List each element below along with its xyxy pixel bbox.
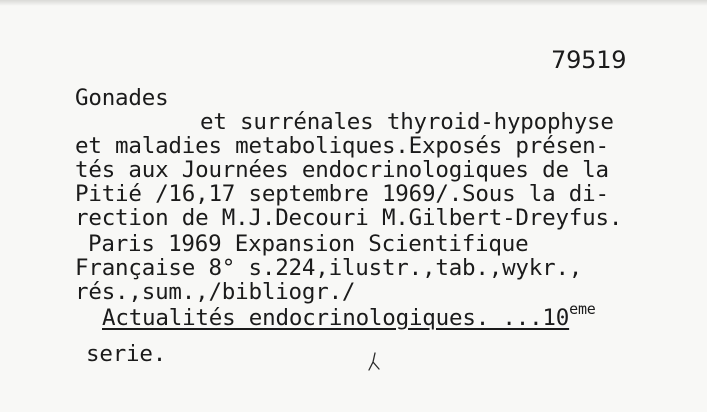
card-line-2: et surrénales thyroid-hypophyse [200, 109, 614, 135]
card-line-9: rés.,sum.,/bibliogr./ [75, 279, 356, 305]
card-line-8: Française 8° s.224,ilustr.,tab.,wykr., [75, 255, 583, 281]
card-line-3: et maladies metaboliques.Exposés présen- [75, 133, 609, 159]
series-line [102, 300, 596, 332]
card-line-6: rection de M.J.Decouri M.Gilbert-Dreyfus. [75, 205, 623, 231]
series-title: Actualités endocrinologiques. ...10 [102, 305, 570, 331]
series-superscript: eme [569, 300, 596, 318]
card-line-5: Pitié /16,17 septembre 1969/.Sous la di- [75, 181, 609, 207]
card-line-4: tés aux Journées endocrinologiques de la [75, 157, 609, 183]
card-line-7: Paris 1969 Expansion Scientifique [88, 231, 529, 257]
pen-mark-icon [367, 352, 381, 372]
series-end: serie. [86, 341, 167, 367]
catalog-number: 79519 [551, 46, 627, 74]
card-line-1: Gonades [75, 85, 169, 111]
